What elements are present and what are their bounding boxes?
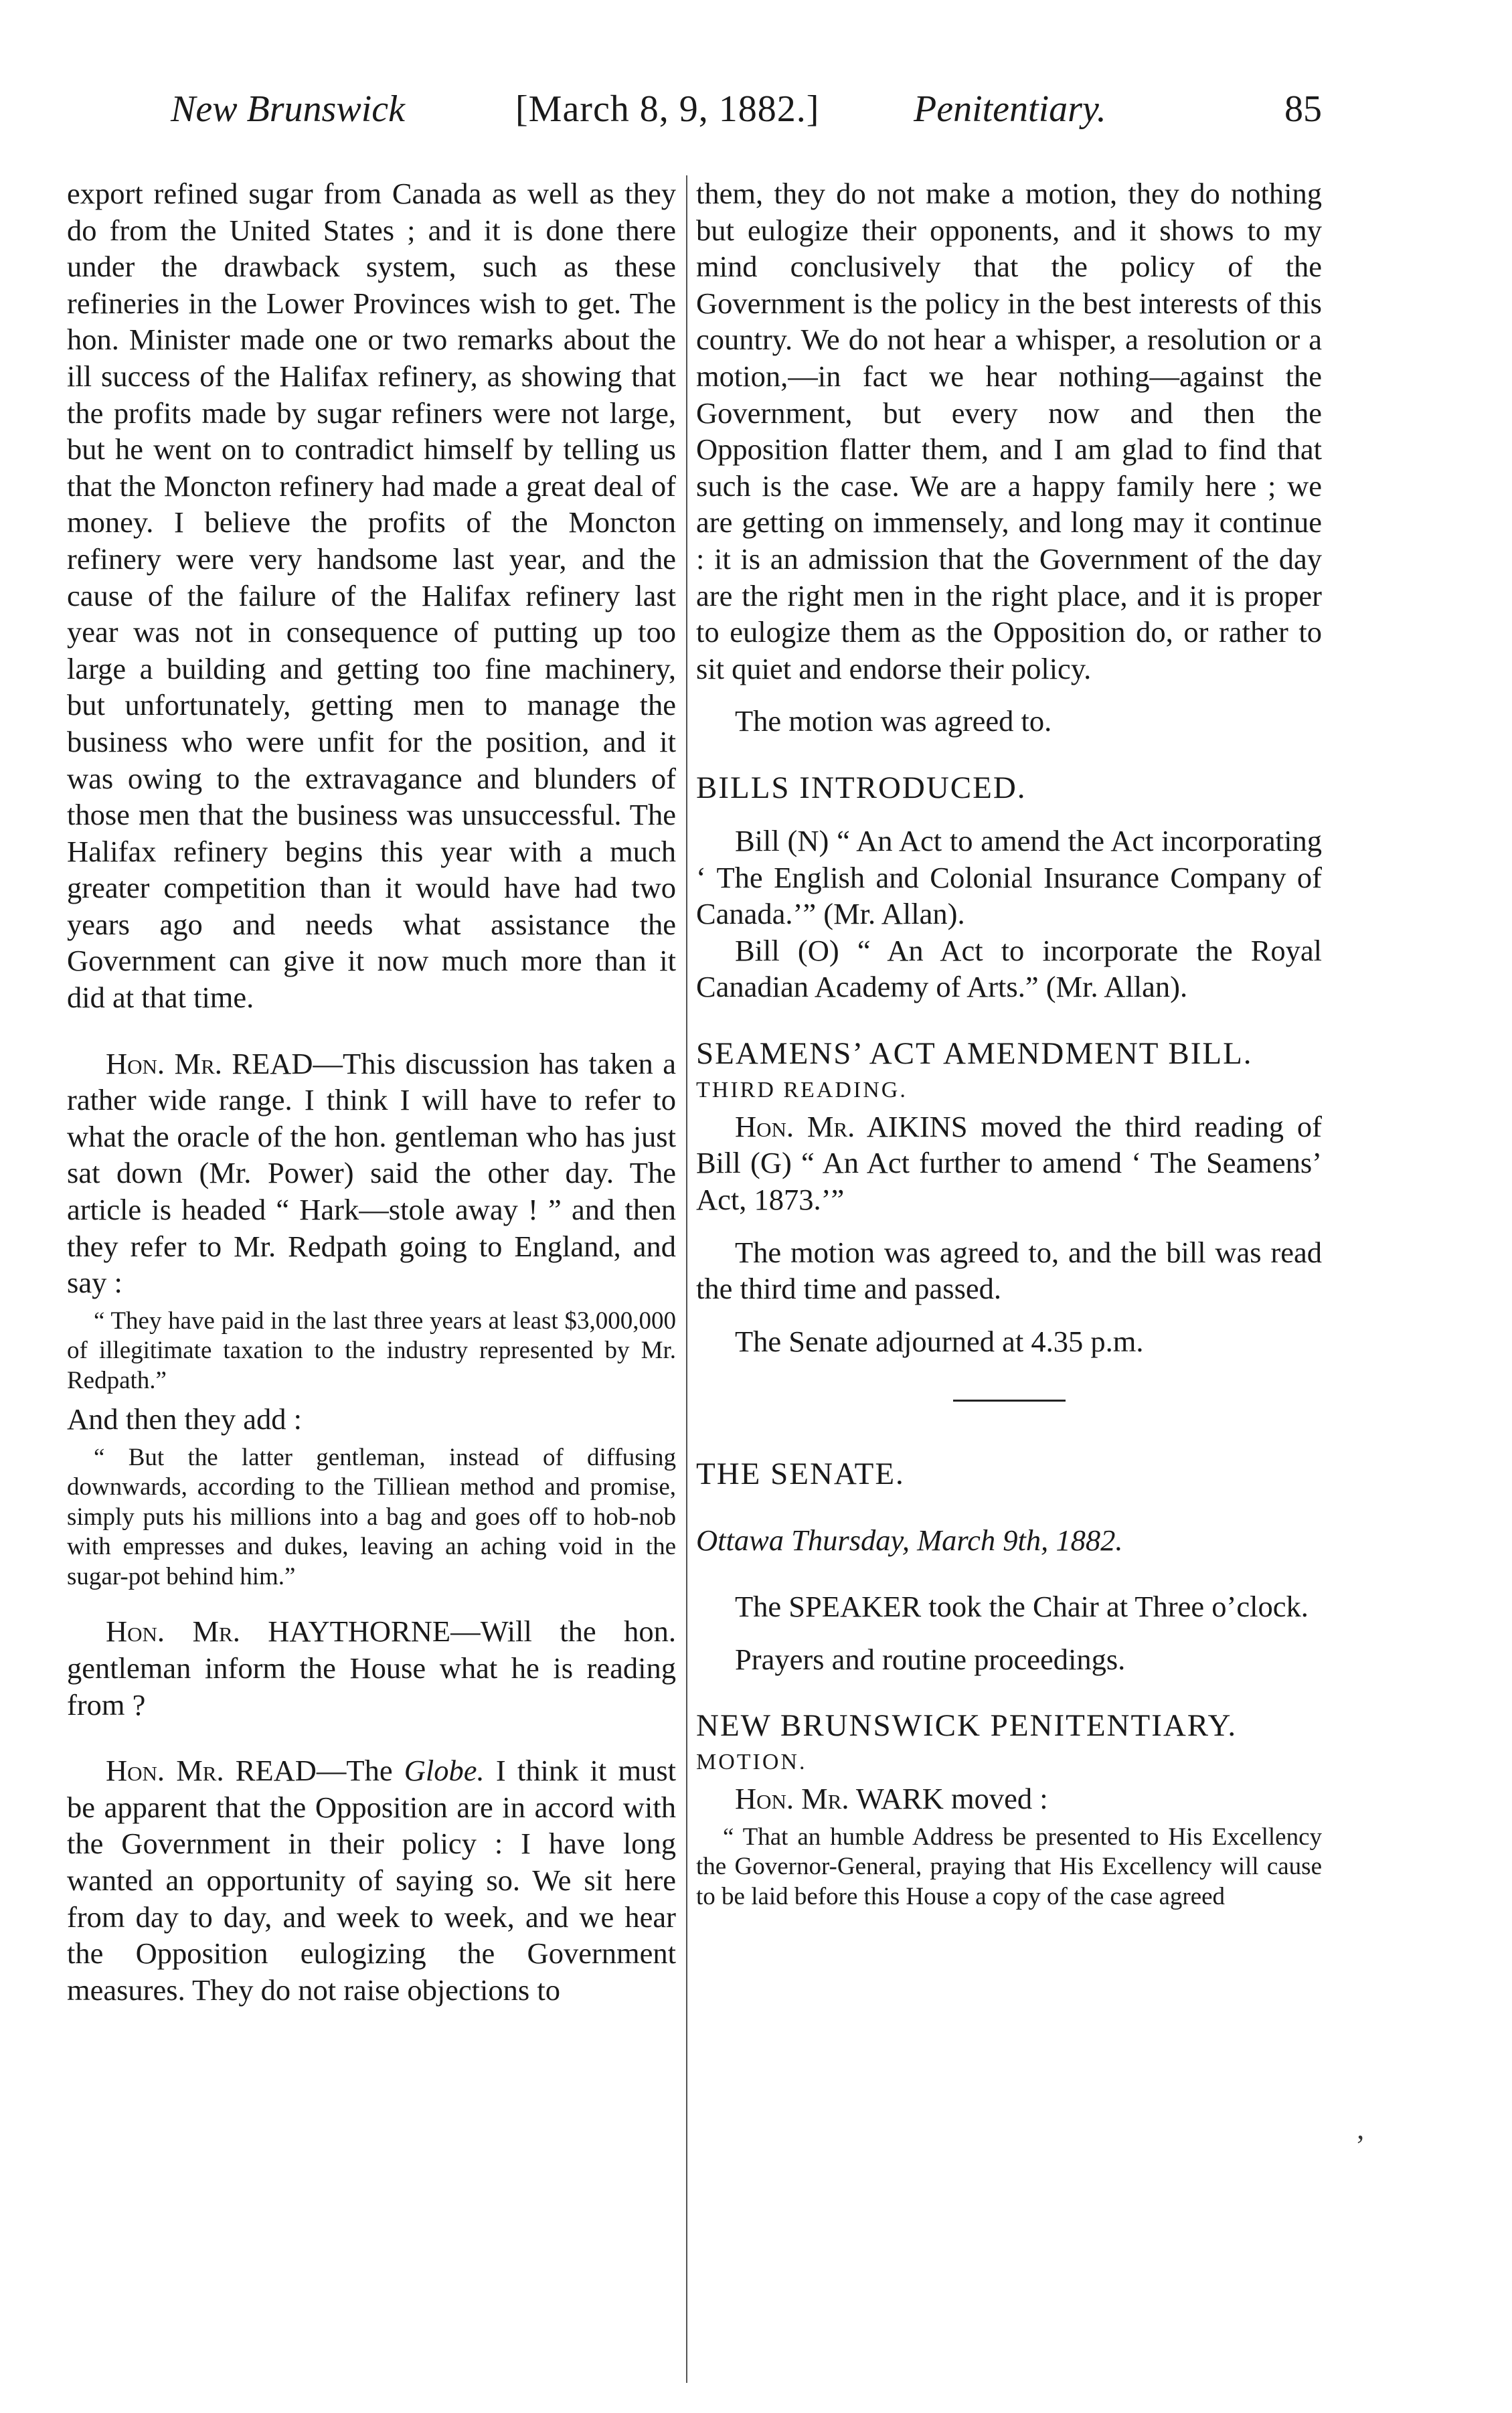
block-quote — [67, 1307, 676, 1396]
block-quote — [67, 1443, 676, 1592]
right-column — [696, 175, 1322, 1917]
paragraph-text: moved : — [943, 1782, 1048, 1816]
paragraph: export refined sugar from Canada as well as they do from the United States ; and it is done there under the drawback system, such as these refineries in the Lower Provinces wish to get. The hon. Minister made one or two remarks about the ill success of the Halifax refinery, as showing that the profits made by sugar refiners were not large, but he went on to contradict himself by telling us that the Moncton refinery had made a great deal of money. I believe the profits of the Moncton refinery were very handsome last year, and the cause of the failure of the Halifax refinery last year was not in consequence of putting up too large a building and getting too fine machinery, but unfortunately, getting men to manage the business who were unfit for the position, and it was owing to the extravagance and blunders of those men that the business was unsuccessful. The Halifax refinery begins this year with a much greater competition than it would have had two years ago and needs what assistance the Government can give it now much more than it did at that time. — [67, 177, 676, 1015]
paragraph — [67, 1752, 676, 2008]
paragraph: The motion was agreed to, and the bill was read the third time and passed. — [696, 1235, 1322, 1306]
quote-text: “ But the latter gentleman, instead of diffusing downwards, according to the Tilliean method and promise, simply puts his millions into a bag and goes off to hob-nob with empresses and dukes, leaving an aching void in the sugar-pot behind him.” — [67, 1443, 676, 1590]
block-quote — [696, 1823, 1322, 1912]
section-heading: NEW BRUNSWICK PENITENTIARY. — [696, 1708, 1238, 1744]
speaker-name: Hon. Mr. WARK — [735, 1782, 944, 1816]
paragraph: And then they add : — [67, 1402, 302, 1436]
speaker-name: Hon. Mr. READ — [106, 1754, 317, 1788]
paragraph: Prayers and routine proceedings. — [735, 1642, 1126, 1676]
section-heading: SEAMENS’ ACT AMENDMENT BILL. — [696, 1035, 1253, 1071]
left-column — [67, 175, 676, 2008]
subsection-heading: MOTION. — [696, 1750, 807, 1775]
quote-text: “ That an humble Address be presented to His Excellency the Governor-General, praying that His Excellency will cause to be laid before this House a copy of the case agreed — [696, 1823, 1322, 1910]
paragraph — [696, 1108, 1322, 1218]
speaker-name: Hon. Mr. AIKINS — [735, 1109, 968, 1143]
paragraph — [67, 1613, 676, 1723]
paragraph-text: —Will the hon. gentleman inform the House what he is reading from ? — [67, 1614, 676, 1722]
paragraph — [67, 1046, 676, 1301]
paragraph-text: moved the third reading of Bill (G) “ An Act further to amend ‘ The Seamens’ Act, 1873.’” — [696, 1109, 1323, 1217]
paragraph: Bill (O) “ An Act to incorporate the Royal Canadian Academy of Arts.” (Mr. Allan). — [696, 933, 1322, 1004]
section-heading: THE SENATE. — [696, 1457, 905, 1492]
quote-text: “ They have paid in the last three years at least $3,000,000 of illegitimate taxation to the industry represented by Mr. Redpath.” — [67, 1307, 676, 1394]
paragraph: The motion was agreed to. — [735, 704, 1052, 738]
subsection-heading: THIRD READING. — [696, 1077, 908, 1102]
section-heading: BILLS INTRODUCED. — [696, 770, 1027, 805]
margin-mark: ʼ — [1355, 2129, 1365, 2162]
paragraph: them, they do not make a motion, they do nothing but eulogize their opponents, and it shows to my mind conclusively that the policy of the Government is the policy in the best interests of this country. We do not hear a whisper, a resolution or a motion,—in fact we hear nothing—against the Government, but every now and then the Opposition flatter them, and I am glad to find that such is the case. We are a happy family here ; we are getting on immensely, and long may it continue : it is an admission that the Government of the day are the right men in the right place, and it is proper to eulogize them as the Opposition do, or rather to sit quiet and endorse their policy. — [696, 177, 1322, 685]
paragraph: The Senate adjourned at 4.35 p.m. — [735, 1324, 1144, 1358]
paragraph-text: —This discussion has taken a rather wide range. I think I will have to refer to what the oracle of the hon. gentleman who has just sat down (Mr. Power) said the other day. The article is headed “ Hark—stole away ! ” and then they refer to Mr. Redpath going to England, and say : — [67, 1046, 677, 1300]
running-head-left: New Brunswick — [171, 88, 405, 130]
paragraph-text: —The — [316, 1754, 404, 1788]
running-head-right: Penitentiary. — [914, 88, 1106, 130]
page-number: 85 — [1284, 88, 1322, 130]
dateline: Ottawa Thursday, March 9th, 1882. — [696, 1523, 1123, 1558]
running-head-date: [March 8, 9, 1882.] — [515, 88, 820, 130]
newspaper-title: Globe. — [404, 1754, 485, 1788]
running-head — [171, 79, 1322, 139]
speaker-name: Hon. Mr. READ — [106, 1046, 313, 1080]
column-divider — [686, 175, 687, 2383]
section-rule — [953, 1400, 1066, 1402]
paragraph — [696, 1780, 1322, 1817]
paragraph-text: I think it must be apparent that the Opposition are in accord with the Government in their policy : I have long wanted an opportunity of saying so. We sit here from day to day, and week to week, and we hear the Opposition eulogizing the Government measures. They do not raise objections to — [67, 1754, 676, 2007]
paragraph: The SPEAKER took the Chair at Three o’clock. — [735, 1590, 1309, 1624]
paragraph: Bill (N) “ An Act to amend the Act incorporating ‘ The English and Colonial Insurance Company of Canada.’” (Mr. Allan). — [696, 823, 1322, 931]
speaker-name: Hon. Mr. HAYTHORNE — [106, 1614, 451, 1649]
